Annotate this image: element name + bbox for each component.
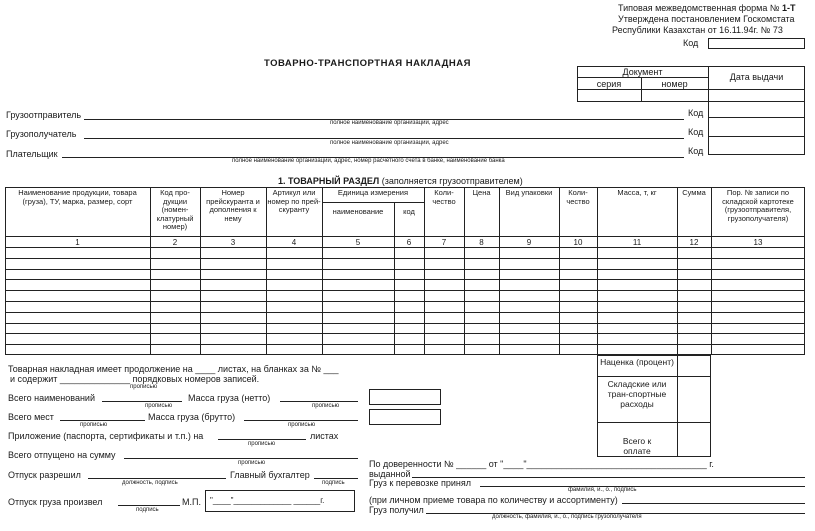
propisyu-6: прописью — [248, 441, 276, 447]
total-places-field[interactable] — [60, 420, 145, 421]
total-names-label: Всего наименований — [8, 393, 95, 403]
payer-label: Плательщик — [6, 149, 58, 159]
col-num-3: 3 — [230, 238, 236, 247]
chief-accountant-field[interactable] — [314, 478, 358, 479]
col-header-9: Вид упаковки — [505, 189, 553, 197]
col-header-3: Номер прейскуранта и дополнения к нему — [206, 189, 260, 223]
code-box-top[interactable] — [708, 38, 805, 49]
chief-accountant-label: Главный бухгалтер — [230, 470, 310, 480]
col-num-5: 5 — [355, 238, 361, 247]
mass-net-label: Масса груза (нетто) — [188, 393, 271, 403]
personal-receipt-line: (при личном приеме товара по количеству и ассортименту) — [369, 495, 618, 505]
signature-hint-2: подпись — [136, 507, 159, 513]
form-number: 1-Т — [782, 3, 796, 13]
col-header-11: Масса, т, кг — [617, 189, 657, 197]
propisyu-7: прописью — [238, 460, 266, 466]
col-num-7: 7 — [441, 238, 447, 247]
section-title: 1. ТОВАРНЫЙ РАЗДЕЛ (заполняется грузоотправителем) — [278, 176, 523, 186]
shipper-label: Грузоотправитель — [6, 110, 82, 120]
table-row — [5, 301, 805, 302]
position-sign-hint: должность, подпись — [122, 480, 178, 486]
table-row — [5, 344, 805, 345]
shipper-code-label: Код — [688, 108, 704, 118]
republic-line: Республики Казахстан от 16.11.94г. № 73 — [612, 25, 783, 35]
mp-label: М.П. — [182, 497, 201, 507]
payer-hint: полное наименование организации, адрес, номер расчетного счета в банке, наименование банка — [232, 158, 505, 164]
sheets-label: листах — [310, 431, 339, 441]
propisyu-1: прописью — [130, 384, 158, 390]
table-row — [5, 258, 805, 259]
col-header-4: Артикул или номер по прей-скуранту — [267, 189, 321, 214]
col-num-1: 1 — [75, 238, 80, 247]
issued-label: выданной — [369, 469, 411, 479]
table-row — [5, 269, 805, 270]
mass-gross-box[interactable] — [369, 409, 441, 425]
contains-line: и содержит ______________ порядковых номеров записей. — [10, 374, 260, 384]
cargo-accepted-field[interactable] — [480, 486, 805, 487]
col-num-6: 6 — [406, 238, 412, 247]
total-places-label: Всего мест — [8, 412, 54, 422]
col-num-2: 2 — [172, 238, 178, 247]
form-type-line: Типовая межведомственная форма № 1-Т — [618, 3, 796, 13]
mass-gross-field[interactable] — [244, 420, 358, 421]
col-header-12: Сумма — [682, 189, 706, 197]
fio-sign-hint: фамилия, и., о., подпись — [568, 487, 637, 493]
col-num-4: 4 — [291, 238, 297, 247]
date-blank: "____"_____________ ______г. — [210, 496, 325, 505]
cargo-accepted-label: Груз к перевозке принял — [369, 478, 471, 488]
mass-net-field[interactable] — [280, 401, 358, 402]
consignee-hint: полное наименование организации, адрес — [330, 140, 449, 146]
col-header-7: Коли-чество — [432, 189, 456, 206]
col-num-8: 8 — [479, 238, 484, 247]
code-label-top: Код — [683, 38, 699, 48]
col-header-13: Пор. № записи по складской картотеке (грузоотправителя, грузополучателя) — [722, 189, 794, 223]
col-header-2: Код про-дукции (номен-клатурный номер) — [156, 189, 194, 231]
col-header-1: Наименование продукции, товара (груза), ТУ, марка, размер, сорт — [18, 189, 137, 206]
markup-label: Наценка (процент) — [600, 357, 674, 367]
document-label: Документ — [622, 67, 663, 77]
cargo-released-field[interactable] — [118, 505, 180, 506]
personal-receipt-field[interactable] — [622, 503, 805, 504]
propisyu-3: прописью — [312, 403, 340, 409]
propisyu-2: прописью — [145, 403, 173, 409]
col-num-10: 10 — [573, 238, 583, 247]
poa-line: По доверенности № ______ от "____"____________________________________ г. — [369, 459, 714, 469]
total-released-field[interactable] — [124, 458, 358, 459]
table-row — [5, 333, 805, 334]
col-num-13: 13 — [753, 238, 763, 247]
propisyu-4: прописью — [80, 422, 108, 428]
mass-gross-label: Масса груза (брутто) — [148, 412, 236, 422]
col-num-11: 11 — [632, 238, 642, 247]
col-num-9: 9 — [526, 238, 532, 247]
position-fio-hint: должность, фамилия, и., о., подпись грузополучателя — [492, 514, 642, 520]
warehouse-label: Складские или тран-спортные расходы — [607, 379, 667, 409]
consignee-label: Грузополучатель — [6, 129, 77, 139]
payer-code-label: Код — [688, 146, 704, 156]
table-row — [5, 279, 805, 280]
col-header-8: Цена — [472, 189, 491, 197]
signature-hint-1: подпись — [322, 480, 345, 486]
cargo-received-label: Груз получил — [369, 505, 424, 515]
code-column-box — [708, 89, 805, 155]
issue-date-label: Дата выдачи — [729, 72, 784, 82]
propisyu-5: прописью — [288, 422, 316, 428]
release-allowed-label: Отпуск разрешил — [8, 470, 81, 480]
table-row — [5, 290, 805, 291]
col-header-10: Коли-чество — [566, 189, 590, 206]
col-header-6: код — [403, 208, 415, 216]
page-title: ТОВАРНО-ТРАНСПОРТНАЯ НАКЛАДНАЯ — [264, 58, 471, 69]
cargo-released-label: Отпуск груза произвел — [8, 497, 103, 507]
consignee-field[interactable] — [84, 138, 684, 139]
mass-net-box[interactable] — [369, 389, 441, 405]
table-row — [5, 312, 805, 313]
total-released-label: Всего отпущено на сумму — [8, 450, 116, 460]
table-row — [5, 323, 805, 324]
col-num-12: 12 — [689, 238, 699, 247]
total-pay-label: Всего к оплате — [622, 436, 652, 456]
attachment-field[interactable] — [218, 439, 306, 440]
total-names-field[interactable] — [102, 401, 182, 402]
release-allowed-field[interactable] — [88, 478, 226, 479]
series-label: серия — [596, 79, 622, 89]
attachment-label: Приложение (паспорта, сертификаты и т.п.) на — [8, 431, 204, 441]
consignee-code-label: Код — [688, 127, 704, 137]
shipper-hint: полное наименование организации, адрес — [330, 120, 449, 126]
continuation-line: Товарная накладная имеет продолжение на ____ листах, на бланках за № ___ — [8, 364, 339, 374]
col-header-5: наименование — [332, 208, 384, 216]
unit-group-header: Единица измерения — [337, 189, 409, 197]
approved-line: Утверждена постановлением Госкомстата — [618, 14, 795, 24]
number-label: номер — [661, 79, 688, 89]
